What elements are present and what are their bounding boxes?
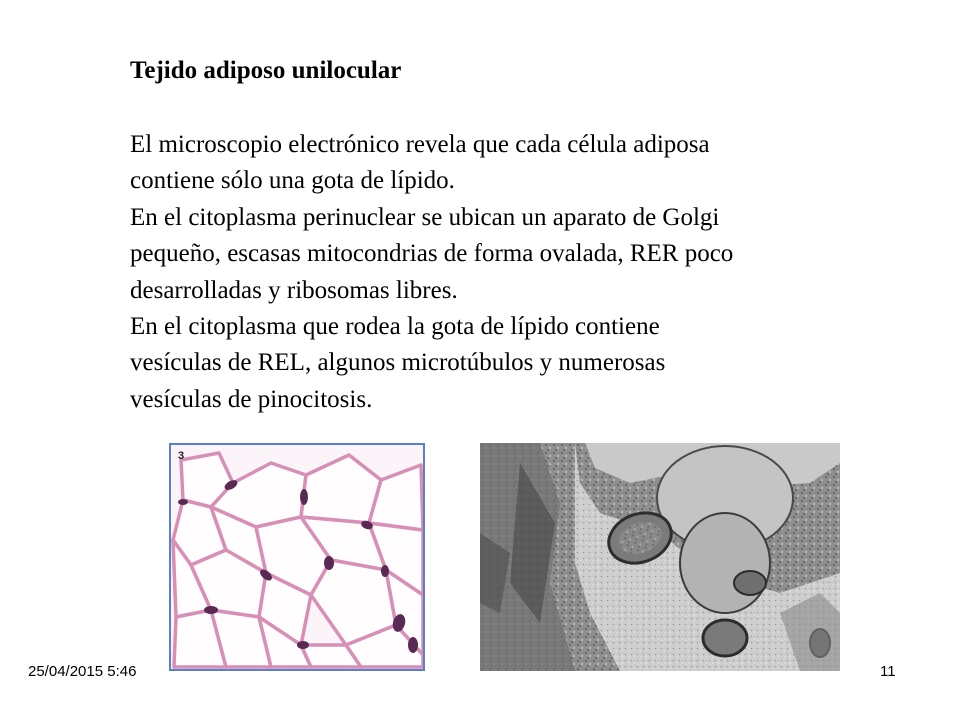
body-line: contiene sólo una gota de lípido.: [130, 167, 455, 195]
electron-micrograph-illustration: [480, 443, 840, 671]
body-line: vesículas de pinocitosis.: [130, 385, 373, 413]
footer-date: 25/04/2015 5:46: [28, 663, 137, 680]
body-line: En el citoplasma que rodea la gota de lípido contiene: [130, 313, 660, 341]
adipocyte-network-illustration: [171, 445, 423, 669]
body-line: En el citoplasma perinuclear se ubican un aparato de Golgi: [130, 203, 720, 231]
electron-micrograph-image: [480, 443, 840, 671]
light-micrograph-image: [169, 443, 425, 671]
body-line: desarrolladas y ribosomas libres.: [130, 276, 458, 304]
slide-title: Tejido adiposo unilocular: [130, 57, 402, 84]
body-line: vesículas de REL, algunos microtúbulos y numerosas: [130, 349, 666, 377]
page-number: 11: [880, 663, 896, 680]
slide-body: [130, 127, 910, 418]
body-line: pequeño, escasas mitocondrias de forma ovalada, RER poco: [130, 240, 734, 268]
body-line: El microscopio electrónico revela que cada célula adiposa: [130, 131, 710, 158]
figure-number: 3: [178, 450, 185, 462]
